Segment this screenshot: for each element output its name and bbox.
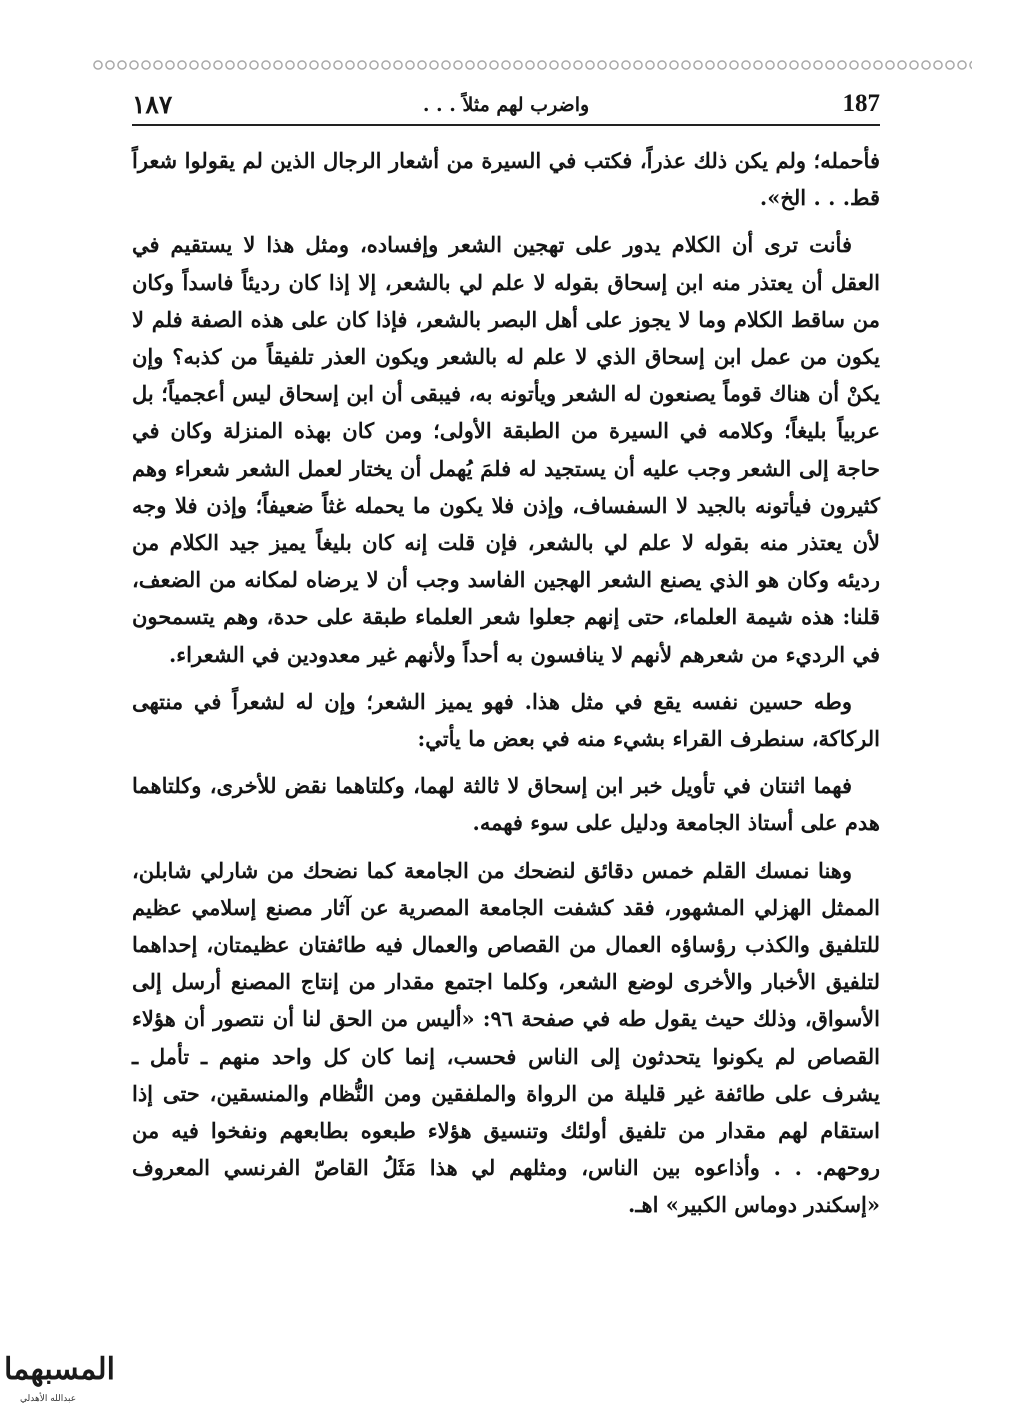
top-ornament-border	[92, 58, 972, 72]
page-number-arabic: ١٨٧	[132, 90, 173, 119]
paragraph: فأنت ترى أن الكلام يدور على تهجين الشعر وإفساده، ومثل هذا لا يستقيم في العقل أن يعتذر منه ابن إسحاق بقوله لا علم لي بالشعر، إلا إذا كان رديئاً فاسداً وكان من ساقط الكلام وما لا يجوز على أهل البصر بالشعر، فإذا كان على هذه الصفة فلم لا يكون من عمل ابن إسحاق الذي لا علم له بالشعر ويكون العذر تلفيقاً من كذبه؟ وإن يكنْ أن هناك قوماً يصنعون له الشعر ويأتونه به، فيبقى أن ابن إسحاق ليس أعجمياً؛ بل عربياً بليغاً؛ وكلامه في السيرة من الطبقة الأولى؛ ومن كان بهذه المنزلة وكان في حاجة إلى الشعر وجب عليه أن يستجيد له فلمَ يُهمل أن يختار لعمل الشعر شعراء وهم كثيرون فيأتونه بالجيد لا السفساف، وإذن فلا يكون ما يحمله غثاً ضعيفاً؛ وإذن فلا وجه لأن يعتذر منه بقوله لا علم لي بالشعر، فإن قلت إنه كان بليغاً يميز جيد الكلام من رديئه وكان هو الذي يصنع الشعر الهجين الفاسد وجب أن لا يرضاه لمكانه من الضعف، قلنا: هذه شيمة العلماء، حتى إنهم جعلوا شعر العلماء طبقة على حدة، وهم يتسمحون في الرديء من شعرهم لأنهم لا ينافسون به أحداً ولأنهم غير معدودين في الشعراء.	[132, 232, 880, 667]
header-rule	[132, 124, 880, 126]
paragraph: فأحمله؛ ولم يكن ذلك عذراً، فكتب في السيرة من أشعار الرجال الذين لم يقولوا شعراً قط. . . الخ».	[132, 148, 880, 211]
watermark-main-text: المسبهما	[4, 1352, 115, 1387]
watermark-sub-text: عبدالله الأهدلي	[20, 1394, 77, 1404]
paragraph: وطه حسين نفسه يقع في مثل هذا. فهو يميز الشعر؛ وإن له لشعراً في منتهى الركاكة، سنطرف القراء بشيء منه في بعض ما يأتي:	[132, 688, 880, 752]
paragraph: فهما اثنتان في تأويل خبر ابن إسحاق لا ثالثة لهما، وكلتاهما نقض للأخرى، وكلتاهما هدم على أستاذ الجامعة ودليل على سوء فهمه.	[132, 773, 880, 836]
running-title: واضرب لهم مثلاً . . .	[422, 94, 590, 116]
page-body	[132, 142, 880, 1234]
page-number-latin: 187	[842, 90, 880, 117]
watermark-logo	[2, 1348, 115, 1422]
page-header	[132, 86, 880, 126]
paragraph: وهنا نمسك القلم خمس دقائق لنضحك من الجامعة كما نضحك من شارلي شابلن، الممثل الهزلي المشهور، فقد كشفت الجامعة المصرية عن آثار مصنع إسلامي عظيم للتلفيق والكذب رؤساؤه العمال من القصاص والعمال فيه طائفتان عظيمتان، إحداهما لتلفيق الأخبار والأخرى لوضع الشعر، وكلما اجتمع مقدار من إنتاج المصنع أرسل إلى الأسواق، وذلك حيث يقول طه في صفحة ٩٦: «أليس من الحق لنا أن نتصور أن هؤلاء القصاص لم يكونوا يتحدثون إلى الناس فحسب، إنما كان كل واحد منهم ـ تأمل ـ يشرف على طائفة غير قليلة من الرواة والملفقين ومن النُّظام والمنسقين، حتى إذا استقام لهم مقدار من تلفيق أولئك وتنسيق هؤلاء طبعوه بطابعهم ونفخوا فيه من روحهم. . . وأذاعوه بين الناس، ومثلهم لي هذا مَثَلُ القاصّ الفرنسي المعروف «إسكندر دوماس الكبير» اهـ.	[132, 857, 880, 1218]
